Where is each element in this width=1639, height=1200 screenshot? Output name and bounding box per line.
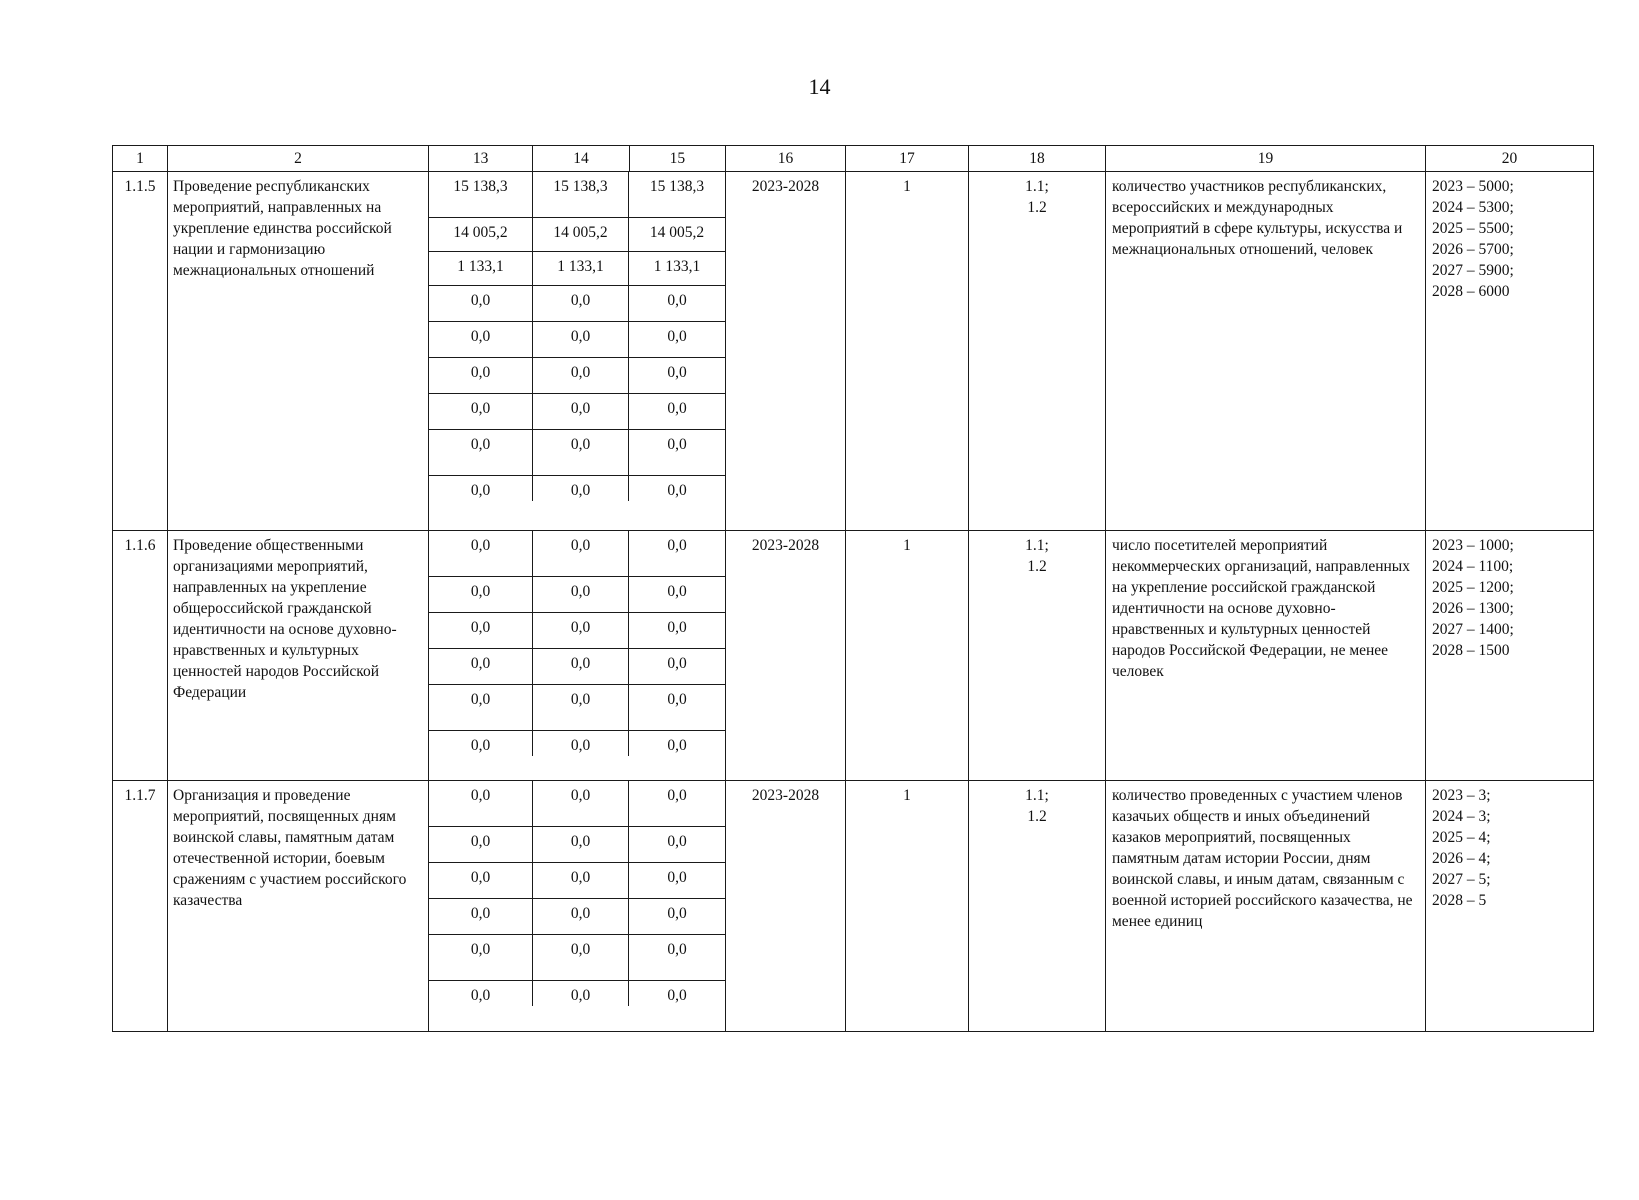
target-line: 2023 – 1000; [1432,537,1514,554]
row-col18 [969,172,1106,531]
row-period: 2023-2028 [726,531,846,781]
finance-value: 0,0 [667,619,687,636]
finance-value: 0,0 [533,531,629,576]
finance-row [429,899,725,935]
finance-value: 0,0 [533,322,629,357]
finance-value: 0,0 [533,577,629,612]
header-cell: 15 [629,146,725,172]
row-indicator: число посетителей мероприятий некоммерческих организаций, направленных на укрепление российской гражданской идентичности на основе духовно-нравственных и культурных ценностей народов Российской Федерации, не менее человек [1106,531,1426,781]
finance-value: 15 138,3 [533,172,629,217]
finance-value: 0,0 [429,613,533,648]
header-cell: 14 [533,146,629,172]
finance-value: 0,0 [667,941,687,958]
row-code: 1.1.6 [113,531,168,781]
finance-value: 0,0 [429,531,533,576]
header-cell: 16 [726,146,846,172]
col18-line: 1.1; [1025,787,1049,804]
finance-row [429,252,725,286]
finance-value: 0,0 [533,613,629,648]
finance-value: 0,0 [667,869,687,886]
finance-row [429,649,725,685]
finance-value: 0,0 [533,649,629,684]
row-col18 [969,531,1106,781]
finance-value: 0,0 [533,899,629,934]
finance-value: 0,0 [429,649,533,684]
row-name: Организация и проведение мероприятий, посвященных дням воинской славы, памятным датам отечественной истории, боевым сражениям с участием российского казачества [168,781,429,1032]
finance-value: 0,0 [429,935,533,980]
finance-value: 0,0 [533,685,629,730]
target-line: 2025 – 4; [1432,829,1491,846]
col18-line: 1.2 [1027,558,1047,575]
row-period: 2023-2028 [726,781,846,1032]
header-cell: 20 [1426,146,1594,172]
finance-value: 0,0 [667,833,687,850]
finance-value: 0,0 [533,781,629,826]
finance-value: 1 133,1 [653,258,701,275]
row-name: Проведение общественными организациями мероприятий, направленных на укрепление общероссийской гражданской идентичности на основе духовно-нравственных и культурных ценностей народов Российской Федерации [168,531,429,781]
finance-value: 0,0 [533,935,629,980]
finance-value: 0,0 [667,655,687,672]
finance-value: 0,0 [429,394,533,429]
finance-value: 0,0 [667,436,687,453]
row-name: Проведение республиканских мероприятий, направленных на укрепление единства российской нации и гармонизацию межнациональных отношений [168,172,429,531]
finance-row [429,827,725,863]
row-targets [1426,531,1594,781]
finance-value: 0,0 [667,537,687,554]
row-col17: 1 [846,781,969,1032]
finance-value: 14 005,2 [429,218,533,251]
target-line: 2027 – 1400; [1432,621,1514,638]
target-line: 2024 – 5300; [1432,199,1514,216]
finance-row [429,731,725,756]
finance-row [429,322,725,358]
target-line: 2025 – 5500; [1432,220,1514,237]
finance-value: 0,0 [667,787,687,804]
header-cell: 18 [969,146,1106,172]
finance-grid [429,531,725,756]
finance-row [429,358,725,394]
finance-row [429,286,725,322]
target-line: 2023 – 3; [1432,787,1491,804]
row-col18 [969,781,1106,1032]
finance-grid [429,781,725,1006]
finance-value: 0,0 [429,322,533,357]
header-cell: 17 [846,146,969,172]
target-line: 2026 – 5700; [1432,241,1514,258]
col18-line: 1.2 [1027,199,1047,216]
finance-row [429,430,725,476]
finance-value: 0,0 [667,328,687,345]
target-line: 2024 – 1100; [1432,558,1514,575]
table-header-row [113,146,1594,172]
finance-value: 0,0 [667,583,687,600]
finance-value: 0,0 [429,781,533,826]
row-indicator: количество участников республиканских, всероссийских и международных мероприятий в сфере культуры, искусства и межнациональных отношений, человек [1106,172,1426,531]
finance-grid [429,172,725,501]
target-line: 2023 – 5000; [1432,178,1514,195]
finance-cell [429,531,726,781]
finance-cell [429,172,726,531]
finance-value: 0,0 [533,358,629,393]
col18-line: 1.2 [1027,808,1047,825]
finance-cell [429,781,726,1032]
finance-row [429,685,725,731]
finance-value: 0,0 [667,987,687,1004]
finance-value: 14 005,2 [649,224,705,241]
finance-value: 0,0 [429,863,533,898]
target-line: 2028 – 6000 [1432,283,1510,300]
finance-value: 1 133,1 [533,252,629,285]
finance-value: 0,0 [667,400,687,417]
row-targets [1426,172,1594,531]
finance-value: 0,0 [533,827,629,862]
row-code: 1.1.7 [113,781,168,1032]
target-line: 2027 – 5900; [1432,262,1514,279]
page-number: 14 [808,74,831,99]
finance-value: 0,0 [429,577,533,612]
finance-row [429,476,725,501]
finance-row [429,981,725,1006]
finance-value: 0,0 [429,981,533,1006]
table-row [113,781,1594,1032]
target-line: 2024 – 3; [1432,808,1491,825]
finance-value: 0,0 [667,482,687,499]
header-cell: 2 [168,146,429,172]
finance-value: 0,0 [667,737,687,754]
header-cell: 19 [1106,146,1426,172]
finance-value: 0,0 [429,358,533,393]
finance-value: 0,0 [533,731,629,756]
col18-line: 1.1; [1025,537,1049,554]
finance-value: 0,0 [429,430,533,475]
target-line: 2028 – 1500 [1432,642,1510,659]
target-line: 2026 – 1300; [1432,600,1514,617]
finance-row [429,935,725,981]
finance-value: 0,0 [429,731,533,756]
finance-row [429,531,725,577]
row-targets [1426,781,1594,1032]
row-indicator: количество проведенных с участием членов казачьих обществ и иных объединений казаков мероприятий, посвященных памятным датам истории России, дням воинской славы, и иным датам, связанным с военной историей российского казачества, не менее единиц [1106,781,1426,1032]
row-col17: 1 [846,172,969,531]
finance-value: 1 133,1 [429,252,533,285]
finance-row [429,863,725,899]
finance-value: 0,0 [533,863,629,898]
finance-value: 15 138,3 [429,172,533,217]
finance-value: 0,0 [429,685,533,730]
table-row [113,531,1594,781]
col18-line: 1.1; [1025,178,1049,195]
finance-value: 0,0 [667,364,687,381]
finance-value: 0,0 [533,981,629,1006]
finance-value: 0,0 [429,476,533,501]
header-cell: 13 [429,146,533,172]
finance-value: 0,0 [533,394,629,429]
finance-row [429,218,725,252]
row-code: 1.1.5 [113,172,168,531]
finance-row [429,577,725,613]
finance-row [429,172,725,218]
finance-value: 0,0 [429,899,533,934]
program-table [112,145,1594,1032]
finance-row [429,781,725,827]
finance-value: 14 005,2 [533,218,629,251]
finance-value: 0,0 [429,827,533,862]
target-line: 2028 – 5 [1432,892,1487,909]
row-col17: 1 [846,531,969,781]
table-row [113,172,1594,531]
finance-value: 0,0 [667,691,687,708]
finance-value: 0,0 [667,905,687,922]
finance-value: 0,0 [533,430,629,475]
finance-value: 0,0 [533,286,629,321]
finance-row [429,394,725,430]
finance-value: 15 138,3 [649,178,705,195]
target-line: 2025 – 1200; [1432,579,1514,596]
finance-value: 0,0 [667,292,687,309]
finance-row [429,613,725,649]
target-line: 2026 – 4; [1432,850,1491,867]
header-cell: 1 [113,146,168,172]
target-line: 2027 – 5; [1432,871,1491,888]
row-period: 2023-2028 [726,172,846,531]
finance-value: 0,0 [429,286,533,321]
finance-value: 0,0 [533,476,629,501]
